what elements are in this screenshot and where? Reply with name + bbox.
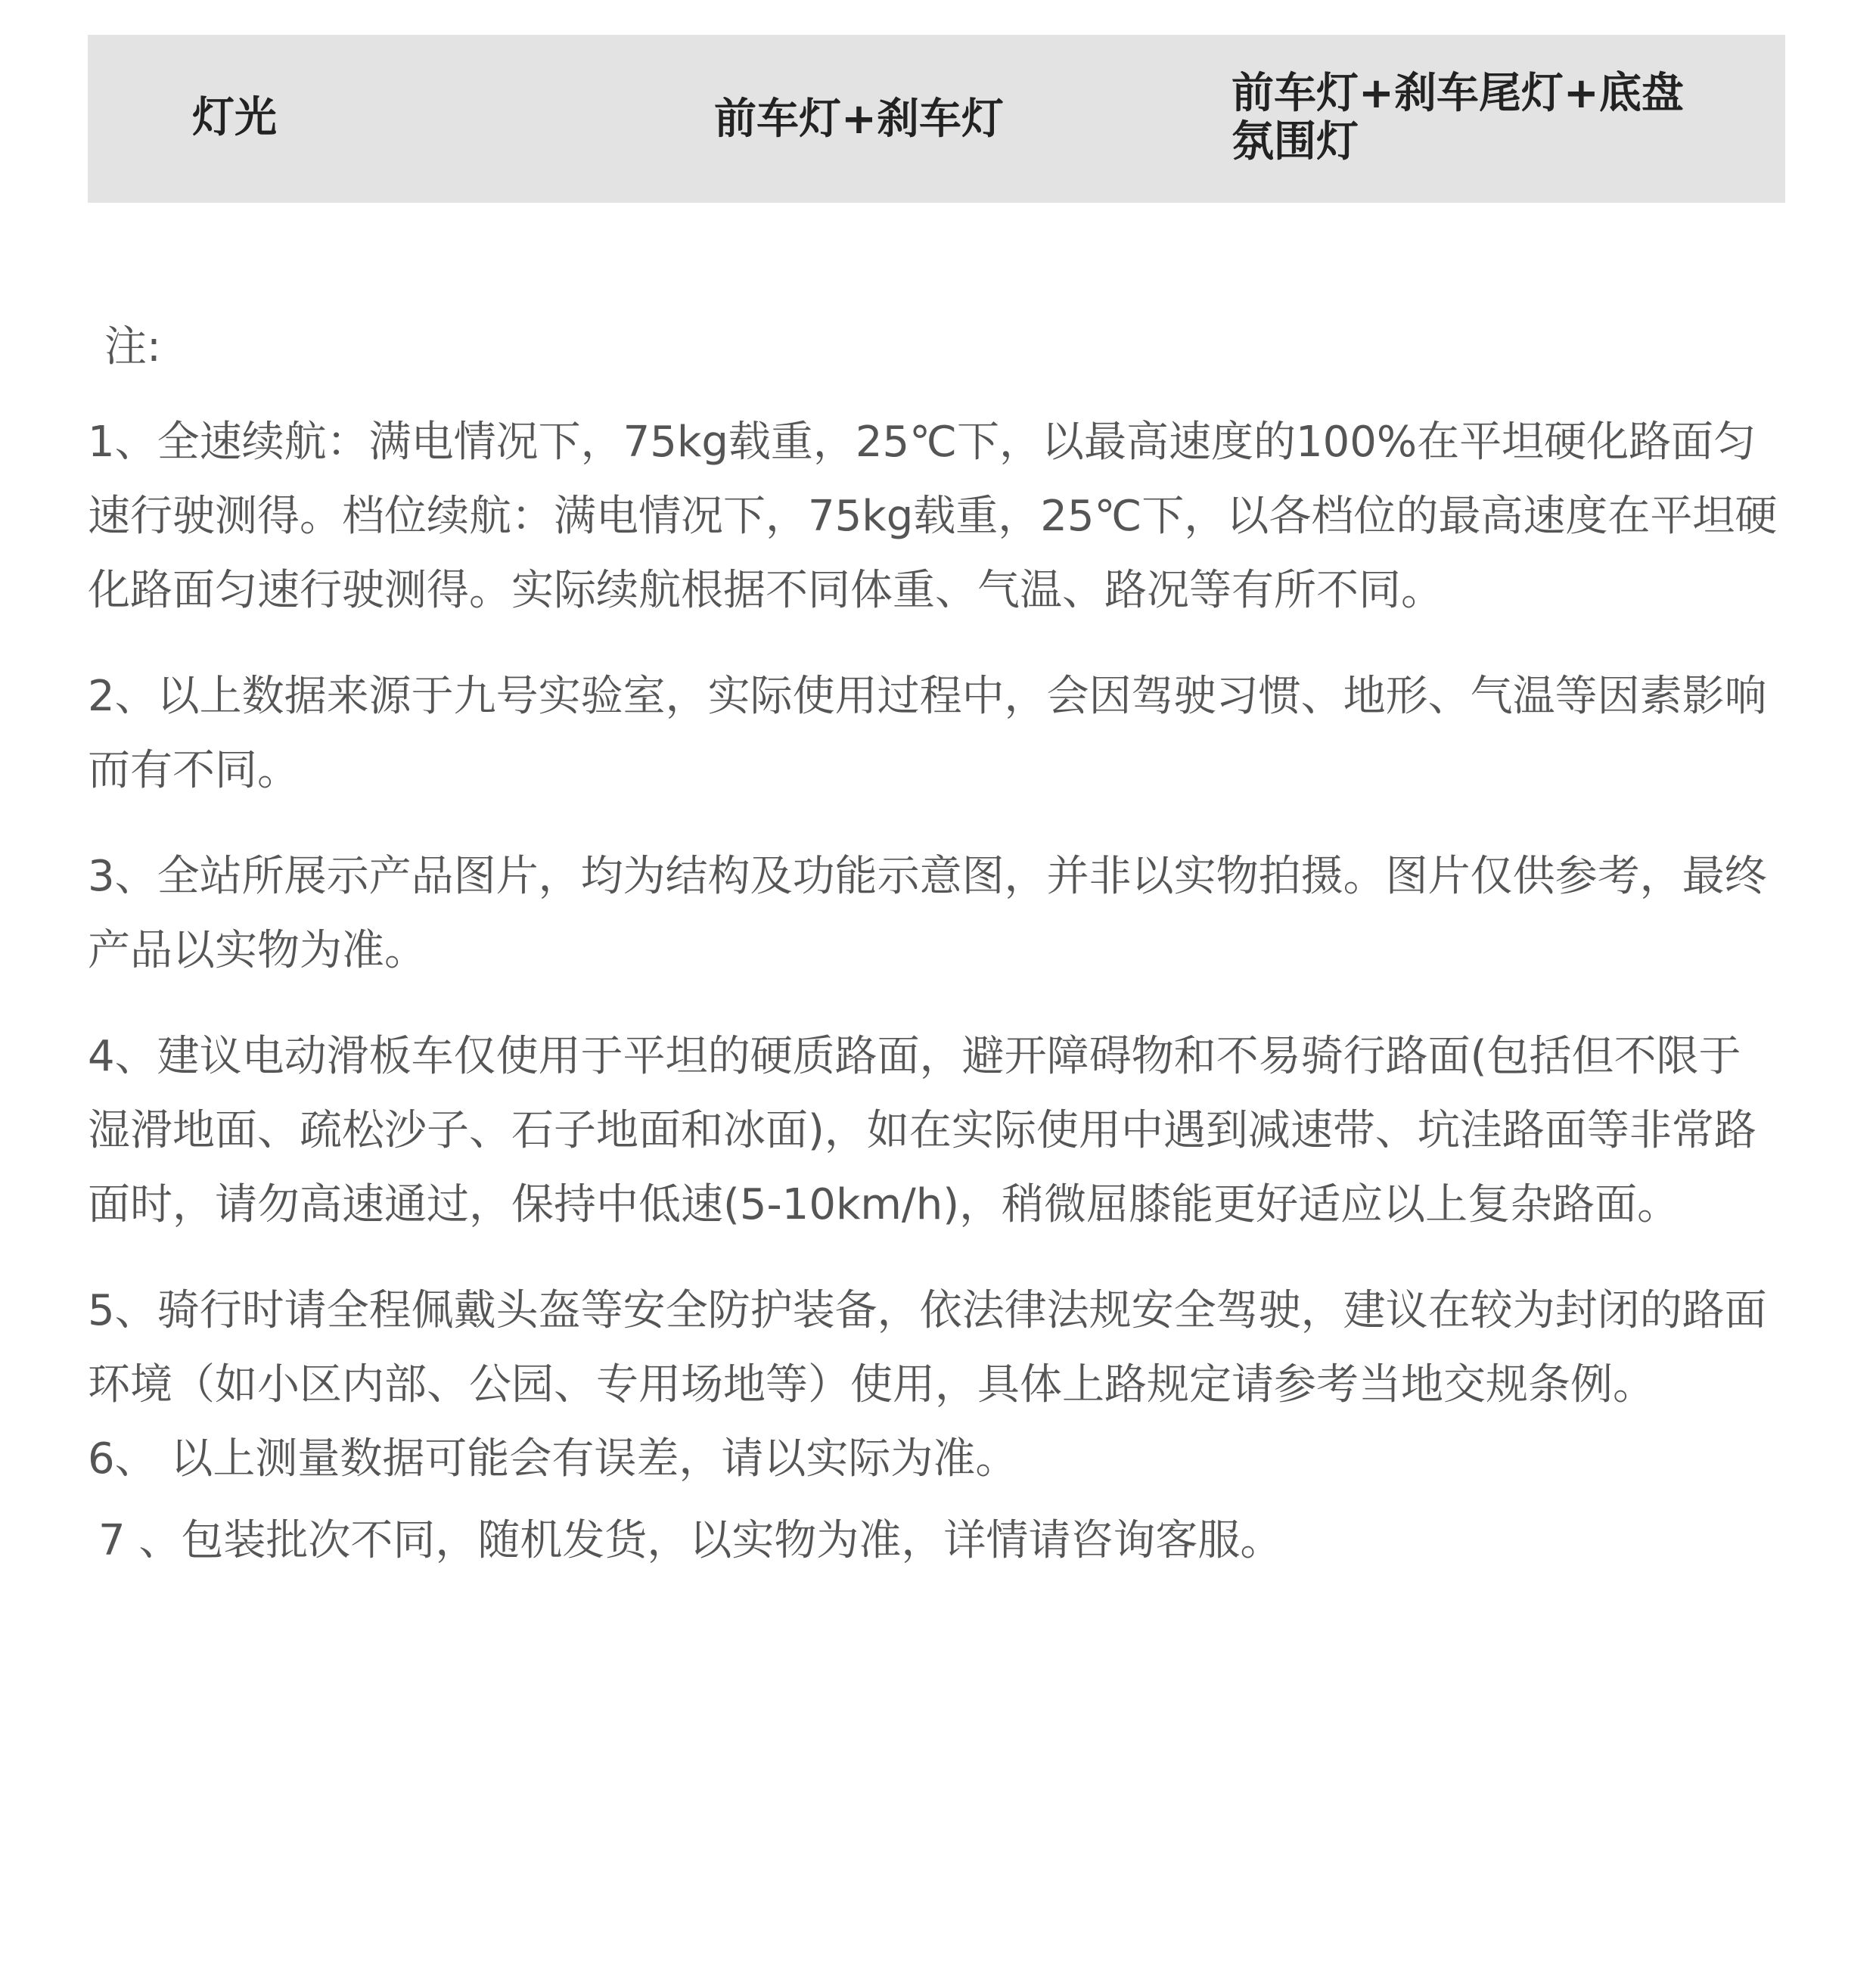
notes-heading: 注: xyxy=(104,322,161,371)
spec-value-model-2: 前车灯+刹车尾灯+底盘氛围灯 xyxy=(1232,69,1684,166)
note-item-1: 1、全速续航：满电情况下，75kg载重，25℃下，以最高速度的100%在平坦硬化路面匀速行驶测得。档位续航：满电情况下，75kg载重，25℃下，以各档位的最高速度在平坦硬化路面匀速行驶测得。实际续航根据不同体重、气温、路况等有所不同。 xyxy=(88,418,1778,615)
note-item-4: 4、建议电动滑板车仅使用于平坦的硬质路面，避开障碍物和不易骑行路面(包括但不限于湿滑地面、疏松沙子、石子地面和冰面)，如在实际使用中遇到减速带、坑洼路面等非常路面时，请勿高速通过，保持中低速(5-10km/h)，稍微屈膝能更好适应以上复杂路面。 xyxy=(88,1032,1756,1229)
notes-section xyxy=(88,310,1782,1578)
spec-label-lighting: 灯光 xyxy=(192,93,277,142)
note-item-5: 5、骑行时请全程佩戴头盔等安全防护装备，依法律法规安全驾驶，建议在较为封闭的路面环境（如小区内部、公园、专用场地等）使用，具体上路规定请参考当地交规条例。 xyxy=(88,1286,1767,1409)
note-item-3: 3、全站所展示产品图片，均为结构及功能示意图，并非以实物拍摄。图片仅供参考，最终产品以实物为准。 xyxy=(88,852,1767,975)
lighting-spec-row xyxy=(88,35,1785,203)
note-item-7: 7 、包装批次不同，随机发货，以实物为准，详情请咨询客服。 xyxy=(98,1516,1283,1565)
note-item-2: 2、以上数据来源于九号实验室，实际使用过程中，会因驾驶习惯、地形、气温等因素影响而有不同。 xyxy=(88,672,1767,795)
spec-value-model-1: 前车灯+刹车灯 xyxy=(714,95,1004,144)
note-item-6: 6、 以上测量数据可能会有误差，请以实际为准。 xyxy=(88,1434,1018,1484)
